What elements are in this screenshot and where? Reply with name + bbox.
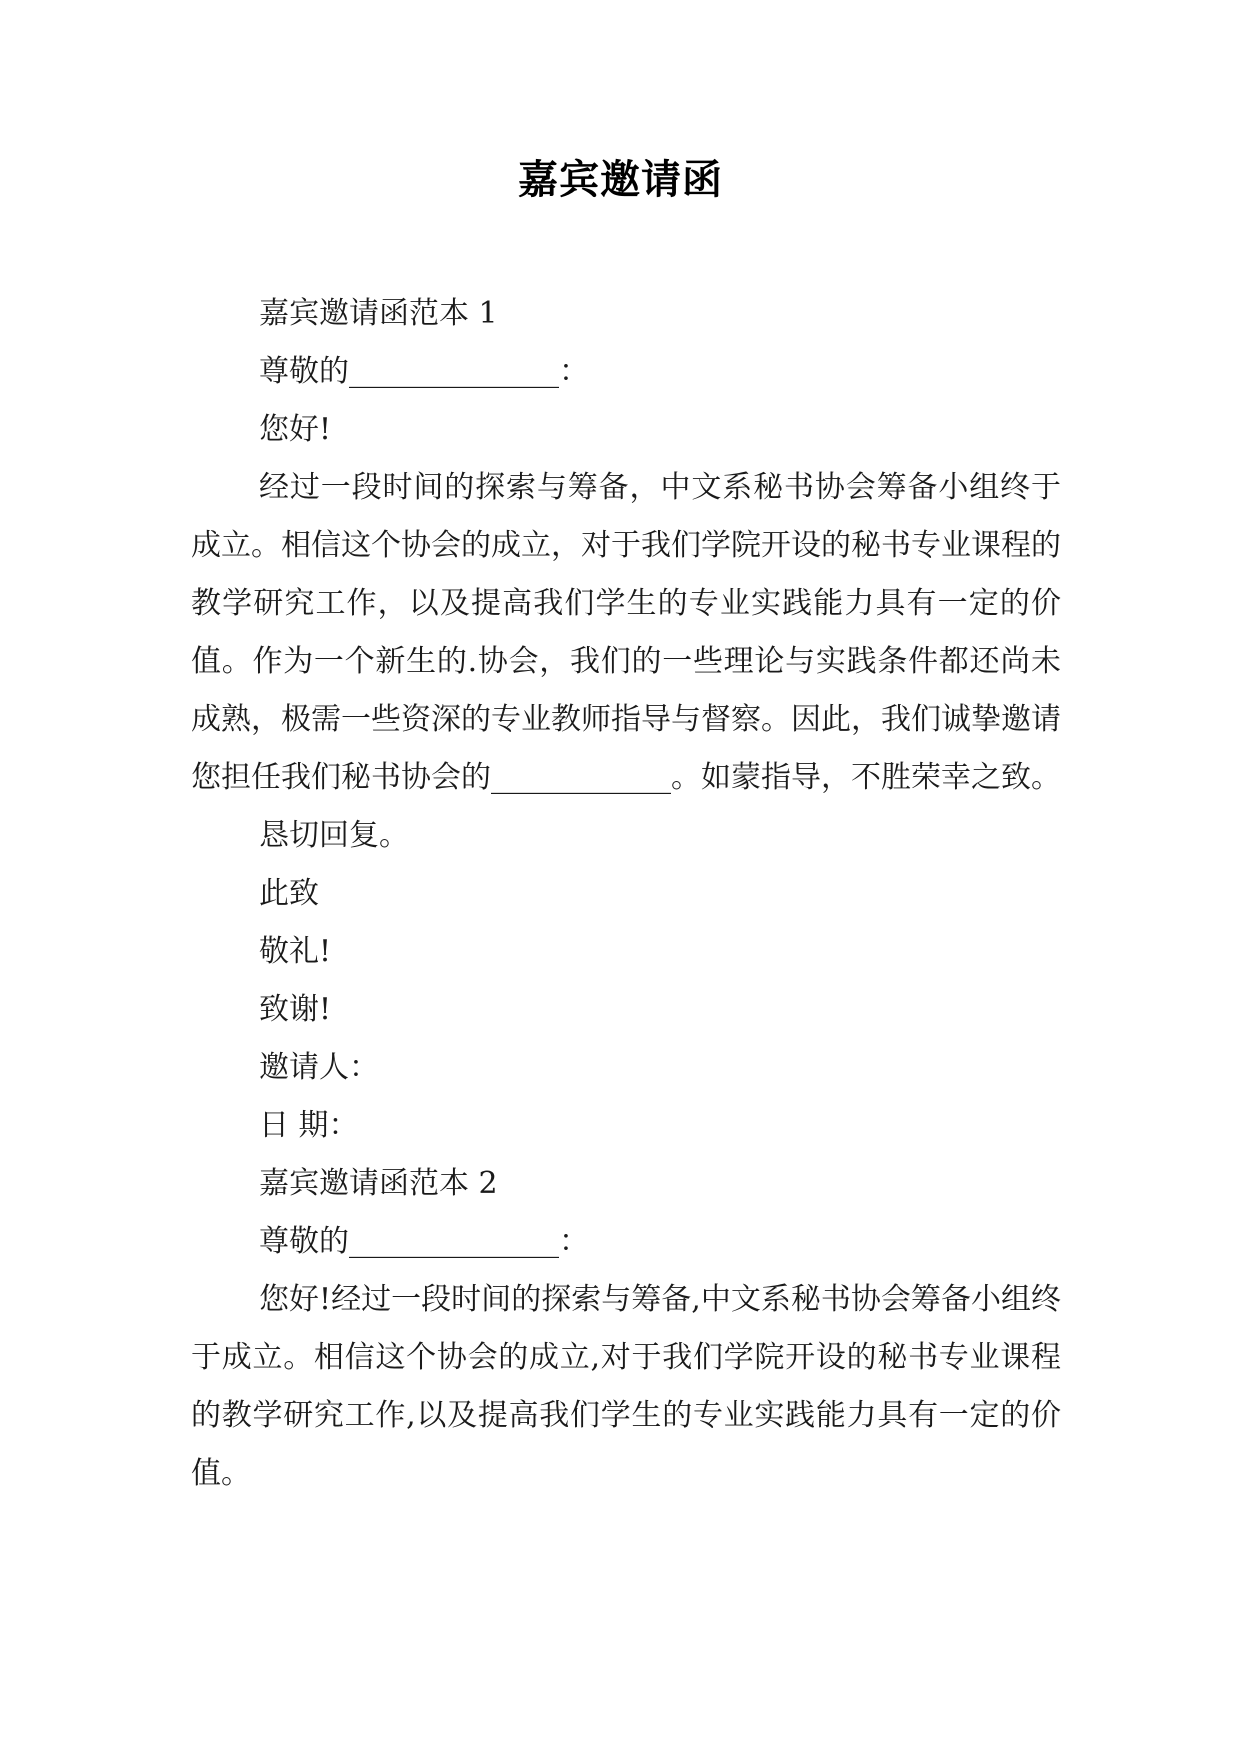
sample1-heading: 嘉宾邀请函范本 1: [259, 296, 498, 331]
sample1-salutation: 尊敬的______________：: [259, 354, 589, 389]
sample1-thanks: 致谢!: [259, 992, 332, 1027]
sample1-closing-2: 敬礼!: [259, 934, 332, 969]
document-body: [191, 285, 1061, 1503]
sample1-date: 日 期：: [259, 1108, 359, 1143]
sample2-body-paragraph: 您好!经过一段时间的探索与筹备,中文系秘书协会筹备小组终于成立。相信这个协会的成立,对于我们学院开设的秘书专业课程的教学研究工作,以及提高我们学生的专业实践能力具有一定的价值。: [191, 1282, 1061, 1491]
sample1-inviter: 邀请人：: [259, 1050, 379, 1085]
sample1-greeting: 您好!: [259, 412, 332, 447]
page-title: 嘉宾邀请函: [518, 156, 723, 203]
sample2-salutation: 尊敬的______________：: [259, 1224, 589, 1259]
sample1-reply: 恳切回复。: [259, 818, 409, 853]
sample1-closing-1: 此致: [259, 876, 319, 911]
sample2-heading: 嘉宾邀请函范本 2: [259, 1166, 498, 1201]
sample1-body-paragraph: 经过一段时间的探索与筹备，中文系秘书协会筹备小组终于成立。相信这个协会的成立，对于我们学院开设的秘书专业课程的教学研究工作，以及提高我们学生的专业实践能力具有一定的价值。作为一个新生的.协会，我们的一些理论与实践条件都还尚未成熟，极需一些资深的专业教师指导与督察。因此，我们诚挚邀请您担任我们秘书协会的____________。如蒙指导，不胜荣幸之致。: [191, 470, 1061, 795]
